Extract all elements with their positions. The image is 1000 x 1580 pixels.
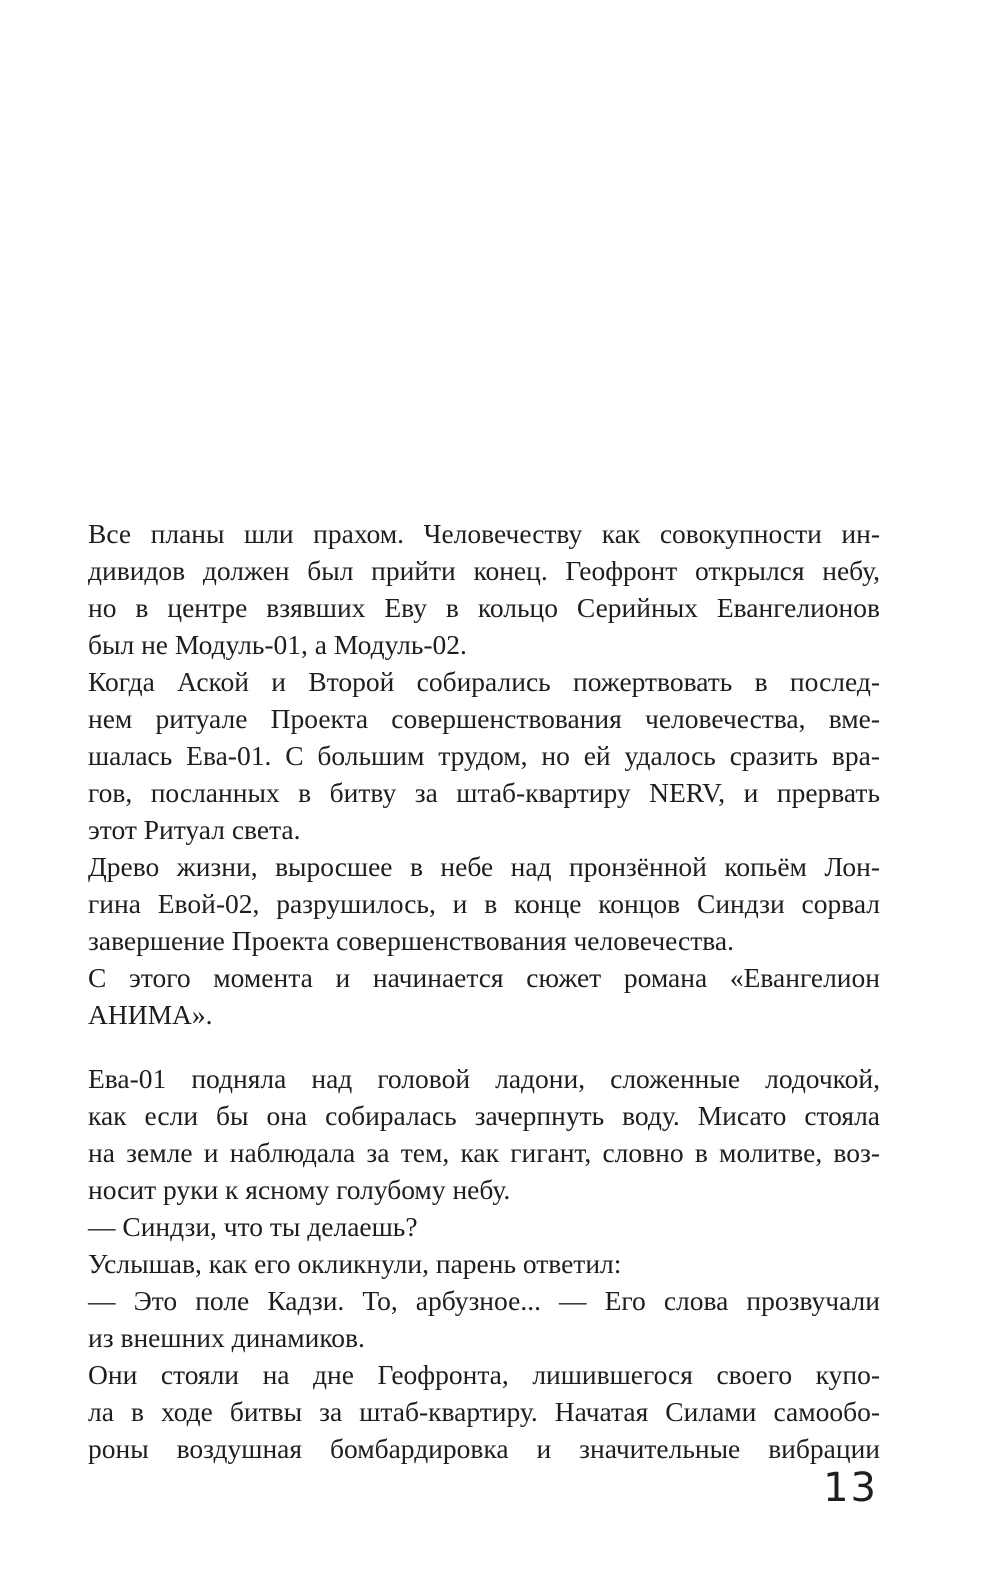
- text-line: Древо жизни, выросшее в небе над пронзённой копьём Лон-: [88, 851, 880, 882]
- page-number: 13: [823, 1465, 878, 1511]
- text-line: — Синдзи, что ты делаешь?: [88, 1211, 418, 1242]
- paragraph: [88, 1356, 880, 1467]
- text-line: Они стояли на дне Геофронта, лишившегося своего купо-: [88, 1359, 880, 1390]
- text-line: Когда Аской и Второй собирались пожертвовать в послед-: [88, 666, 880, 697]
- paragraph: [88, 663, 880, 848]
- text-line: нем ритуале Проекта совершенствования человечества, вме-: [88, 703, 880, 734]
- paragraph: [88, 1208, 880, 1245]
- text-line: этот Ритуал света.: [88, 814, 301, 845]
- text-line: носит руки к ясному голубому небу.: [88, 1174, 511, 1205]
- text-line: АНИМА».: [88, 999, 213, 1030]
- text-line: Услышав, как его окликнули, парень ответил:: [88, 1248, 622, 1279]
- text-line: из внешних динамиков.: [88, 1322, 365, 1353]
- text-line: на земле и наблюдала за тем, как гигант, словно в молитве, воз-: [88, 1137, 880, 1168]
- text-line: был не Модуль-01, а Модуль-02.: [88, 629, 467, 660]
- text-line: С этого момента и начинается сюжет романа «Евангелион: [88, 962, 880, 993]
- text-line: гина Евой-02, разрушилось, и в конце концов Синдзи сорвал: [88, 888, 880, 919]
- text-line: завершение Проекта совершенствования человечества.: [88, 925, 734, 956]
- text-line: ла в ходе битвы за штаб-квартиру. Начатая Силами самообо-: [88, 1396, 880, 1427]
- paragraph: [88, 515, 880, 663]
- text-line: роны воздушная бомбардировка и значительные вибрации: [88, 1433, 880, 1464]
- text-line: — Это поле Кадзи. То, арбузное... — Его слова прозвучали: [88, 1285, 880, 1316]
- text-line: Все планы шли прахом. Человечеству как совокупности ин-: [88, 518, 880, 549]
- paragraph: [88, 1282, 880, 1356]
- text-line: дивидов должен был прийти конец. Геофронт открылся небу,: [88, 555, 880, 586]
- paragraph: [88, 848, 880, 959]
- paragraph: [88, 1060, 880, 1208]
- text-line: но в центре взявших Еву в кольцо Серийных Евангелионов: [88, 592, 880, 623]
- text-line: гов, посланных в битву за штаб-квартиру NERV, и прервать: [88, 777, 880, 808]
- paragraph: [88, 959, 880, 1033]
- section-one: [88, 515, 880, 1033]
- paragraph: [88, 1245, 880, 1282]
- text-line: шалась Ева-01. С большим трудом, но ей удалось сразить вра-: [88, 740, 880, 771]
- text-line: Ева-01 подняла над головой ладони, сложенные лодочкой,: [88, 1063, 880, 1094]
- text-line: как если бы она собиралась зачерпнуть воду. Мисато стояла: [88, 1100, 880, 1131]
- section-two: [88, 1060, 880, 1467]
